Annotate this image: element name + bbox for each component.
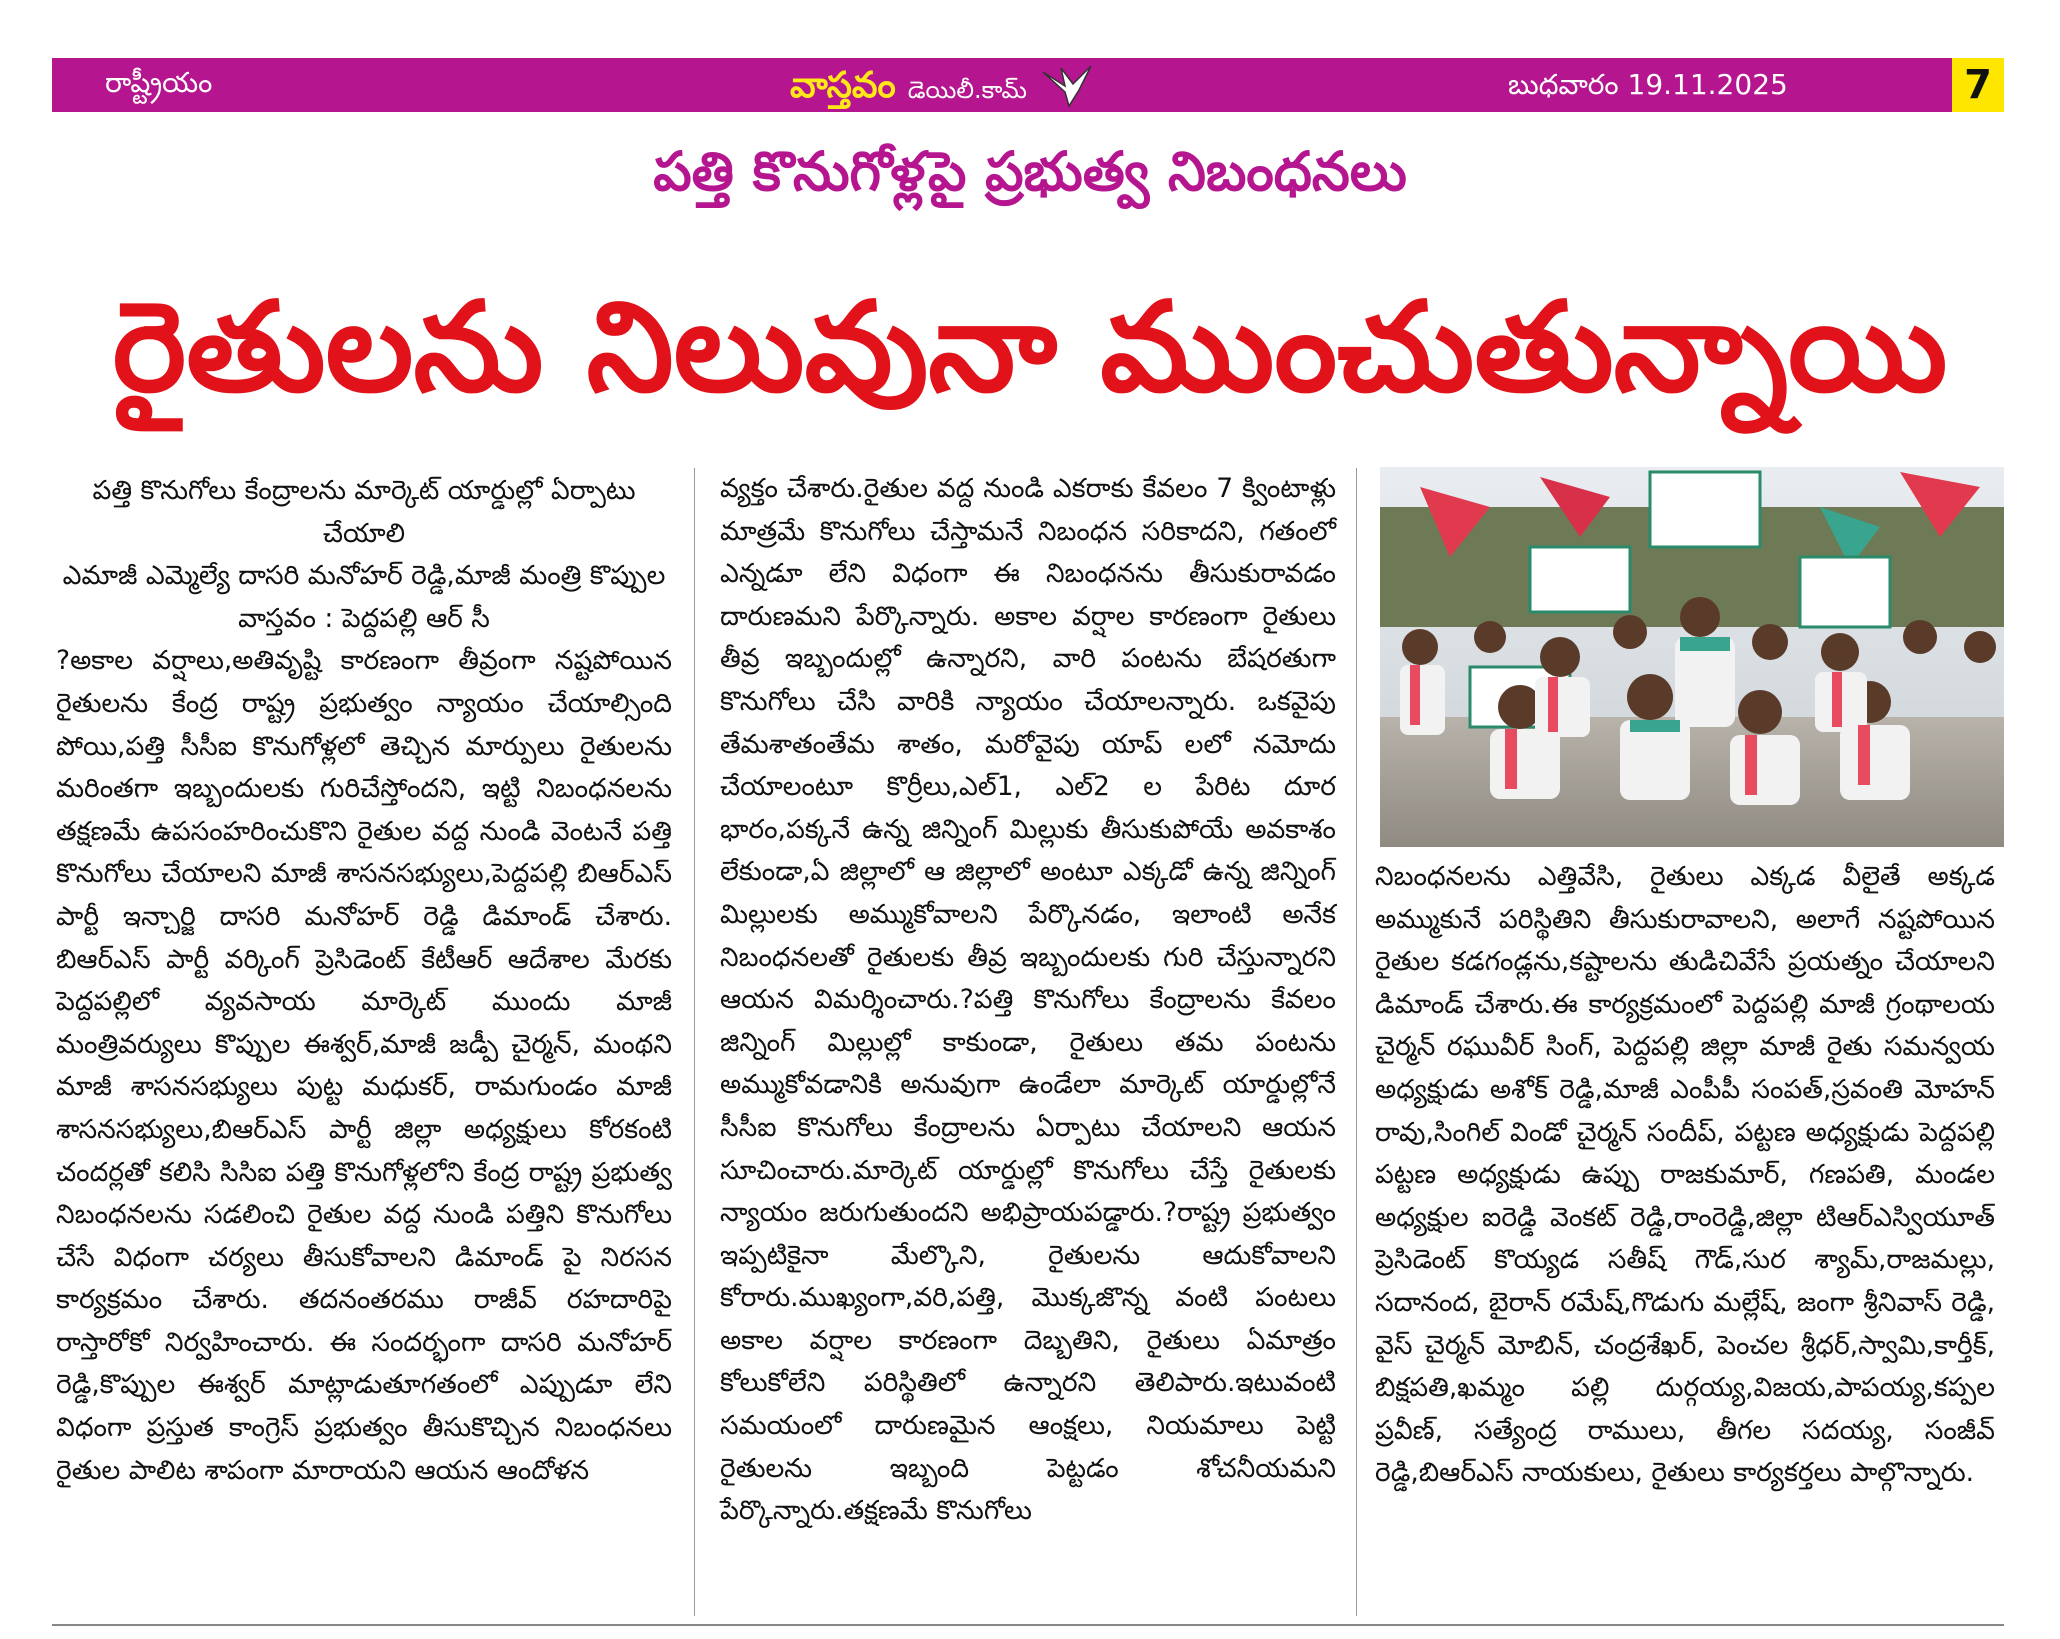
masthead[interactable] <box>790 60 1095 110</box>
subhead: పత్తి కొనుగోలు కేంద్రాలను మార్కెట్ యార్డుల్లో ఏర్పాటు చేయాలి <box>92 475 636 549</box>
column-rule <box>1356 468 1357 1616</box>
body-text: ?అకాల వర్షాలు,అతివృష్టి కారణంగా తీవ్రంగా నష్టపోయిన రైతులను కేంద్ర రాష్ట్ర ప్రభుత్వం న్యాయం చేయాల్సింది పోయి,పత్తి సీసీఐ కొనుగోళ్లలో తెచ్చిన మార్పులు రైతులను మరింతగా ఇబ్బందులకు గురిచేస్తోందని, ఇట్టి నిబంధనలను తక్షణమే ఉపసంహరించుకొని రైతుల వద్ద నుండి వెంటనే పత్తి కొనుగోలు చేయాలని మాజీ శాసనసభ్యులు,పెద్దపల్లి బిఆర్ఎస్ పార్టీ ఇన్చార్జి దాసరి మనోహర్ రెడ్డి డిమాండ్ చేశారు. బిఆర్ఎస్ పార్టీ వర్కింగ్ ప్రెసిడెంట్ కేటీఆర్ ఆదేశాల మేరకు పెద్దపల్లిలో వ్యవసాయ మార్కెట్ ముందు మాజీ మంత్రివర్యులు కొప్పుల ఈశ్వర్,మాజీ జడ్పీ చైర్మన్, మంథని మాజీ శాసనసభ్యులు పుట్ట మధుకర్, రామగుండం మాజీ శాసనసభ్యులు,బిఆర్ఎస్ పార్టీ జిల్లా అధ్యక్షులు కోరకంటి చందర్లతో కలిసి సిసిఐ పత్తి కొనుగోళ్లలోని కేంద్ర రాష్ట్ర ప్రభుత్వ నిబంధనలను సడలించి రైతుల వద్ద నుండి పత్తిని కొనుగోలు చేసే విధంగా చర్యలు తీసుకోవాలని డిమాండ్ పై నిరసన కార్యక్రమం చేశారు. తదనంతరము రాజీవ్ రహదారిపై రాస్తారోకో నిర్వహించారు. ఈ సందర్భంగా దాసరి మనోహర్ రెడ్డి,కొప్పుల ఈశ్వర్ మాట్లాడుతూగతంలో ఎప్పుడూ లేని విధంగా ప్రస్తుత కాంగ్రెస్ ప్రభుత్వం తీసుకొచ్చిన నిబంధనలు రైతుల పాలిట శాపంగా మారాయని ఆయన ఆందోళన <box>56 645 672 1486</box>
page-number: 7 <box>1952 58 2004 112</box>
headline: రైతులను నిలువునా ముంచుతున్నాయి <box>112 276 1948 420</box>
byline: ఎమాజీ ఎమ్మెల్యే దాసరి మనోహర్ రెడ్డి,మాజీ మంత్రి కొప్పుల <box>62 560 666 592</box>
kicker: పత్తి కొనుగోళ్లపై ప్రభుత్వ నిబంధనలు <box>653 140 1407 203</box>
article-dateline: వాస్తవం : పెద్దపల్లి ఆర్ సీ <box>238 602 490 634</box>
section-name: రాష్ట్రీయం <box>105 66 213 99</box>
masthead-title: వాస్తవం <box>790 65 896 106</box>
photo-image <box>1380 467 2004 847</box>
article-column-1 <box>56 470 672 1492</box>
body-text: నిబంధనలను ఎత్తివేసి, రైతులు ఎక్కడ వీలైతే అక్కడ అమ్ముకునే పరిస్థితిని తీసుకురావాలని, అలాగే నష్టపోయిన రైతుల కడగండ్లను,కష్టాలను తుడిచివేసే ప్రయత్నం చేయాలని డిమాండ్ చేశారు.ఈ కార్యక్రమంలో పెద్దపల్లి మాజీ గ్రంథాలయ చైర్మన్ రఘువీర్ సింగ్, పెద్దపల్లి జిల్లా మాజీ రైతు సమన్వయ అధ్యక్షుడు అశోక్ రెడ్డి,మాజీ ఎంపీపీ సంపత్,స్రవంతి మోహన్ రావు,సింగిల్ విండో చైర్మన్ సందీప్, పట్టణ అధ్యక్షుడు పెద్దపల్లి పట్టణ అధ్యక్షుడు ఉప్పు రాజకుమార్, గణపతి, మండల అధ్యక్షుల ఐరెడ్డి వెంకట్ రెడ్డి,రాంరెడ్డి,జిల్లా టిఆర్ఎస్వియూత్ ప్రెసిడెంట్ కొయ్యడ సతీష్ గౌడ్,సుర శ్యామ్,రాజమల్లు, సదానంద, బైరాన్ రమేష్,గొడుగు మల్లేష్, జంగా శ్రీనివాస్ రెడ్డి, వైస్ చైర్మన్ మోబిన్, చంద్రశేఖర్, పెంచల శ్రీధర్,స్వామి,కార్తీక్, బిక్షపతి,ఖమ్మం పల్లి దుర్గయ్య,విజయ,పాపయ్య,కప్పల ప్రవీణ్, సత్యేంద్ర రాములు, తీగల సదయ్య, సంజీవ్ రెడ్డి,బిఆర్ఎస్ నాయకులు, రైతులు కార్యకర్తలు పాల్గొన్నారు. <box>1375 861 1995 1489</box>
body-text: వ్యక్తం చేశారు.రైతుల వద్ద నుండి ఎకరాకు కేవలం 7 క్వింటాళ్లు మాత్రమే కొనుగోలు చేస్తామనే నిబంధన సరికాదని, గతంలో ఎన్నడూ లేని విధంగా ఈ నిబంధనను తీసుకురావడం దారుణమని పేర్కొన్నారు. అకాల వర్షాల కారణంగా రైతులు తీవ్ర ఇబ్బందుల్లో ఉన్నారని, వారి పంటను బేషరతుగా కొనుగోలు చేసి వారికి న్యాయం చేయాలన్నారు. ఒకవైపు తేమశాతంతేమ శాతం, మరోవైపు యాప్ లలో నమోదు చేయాలంటూ కొర్రీలు,ఎల్1, ఎల్2 ల పేరిట దూర భారం,పక్కనే ఉన్న జిన్నింగ్ మిల్లుకు తీసుకుపోయే అవకాశం లేకుండా,ఏ జిల్లాలో ఆ జిల్లాలో అంటూ ఎక్కడో ఉన్న జిన్నింగ్ మిల్లులకు అమ్ముకోవాలని పేర్కొనడం, ఇలాంటి అనేక నిబంధనలతో రైతులకు తీవ్ర ఇబ్బందులకు గురి చేస్తున్నారని ఆయన విమర్శించారు.?పత్తి కొనుగోలు కేంద్రాలను కేవలం జిన్నింగ్ మిల్లుల్లో కాకుండా, రైతులు తమ పంటను అమ్ముకోవడానికి అనువుగా ఉండేలా మార్కెట్ యార్డుల్లోనే సీసీఐ కొనుగోలు కేంద్రాలను ఏర్పాటు చేయాలని ఆయన సూచించారు.మార్కెట్ యార్డుల్లో కొనుగోలు చేస్తే రైతులకు న్యాయం జరుగుతుందని అభిప్రాయపడ్డారు.?రాష్ట్ర ప్రభుత్వం ఇప్పటికైనా మేల్కొని, రైతులను ఆదుకోవాలని కోరారు.ముఖ్యంగా,వరి,పత్తి, మొక్కజొన్న వంటి పంటలు అకాల వర్షాల కారణంగా దెబ్బతిని, రైతులు ఏమాత్రం కోలుకోలేని పరిస్థితిలో ఉన్నారని తెలిపారు.ఇటువంటి సమయంలో దారుణమైన ఆంక్షలు, నియమాలు పెట్టి రైతులను ఇబ్బంది పెట్టడం శోచనీయమని పేర్కొన్నారు.తక్షణమే కొనుగోలు <box>720 473 1336 1527</box>
bottom-rule <box>52 1624 2004 1626</box>
bird-icon <box>1039 62 1095 110</box>
article-column-3 <box>1375 856 1995 1495</box>
issue-date: బుధవారం 19.11.2025 <box>1508 68 1788 101</box>
column-rule <box>694 468 695 1616</box>
protest-photo <box>1380 467 2004 847</box>
article-column-2 <box>720 468 1336 1533</box>
masthead-domain: డెయిలీ.కామ్ <box>907 76 1027 104</box>
